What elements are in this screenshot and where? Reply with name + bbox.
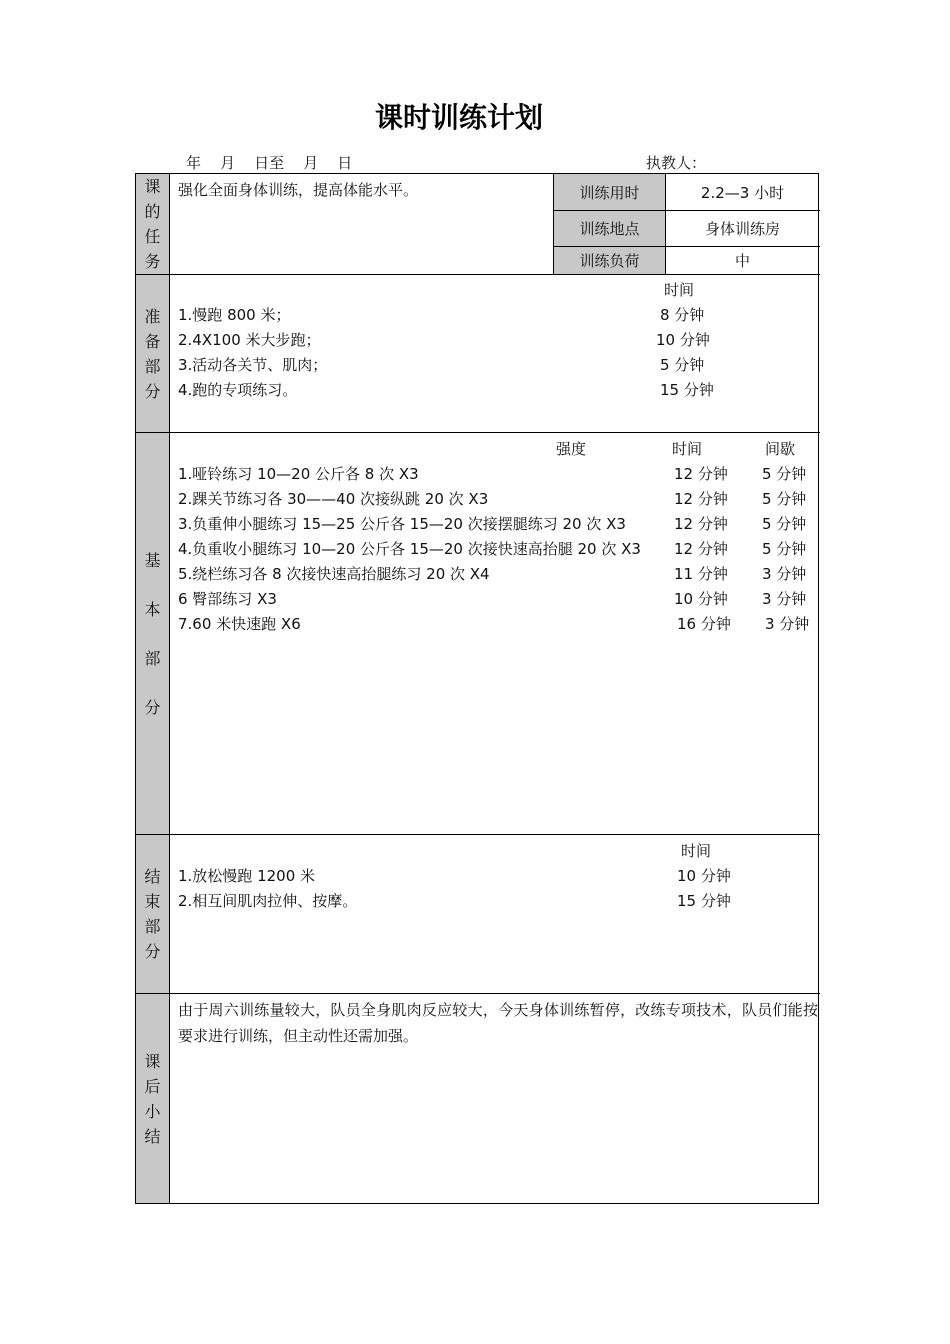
basic-item-rest: 5 分钟 [762, 465, 807, 483]
prep-item-time: 10 分钟 [656, 331, 710, 349]
divider [135, 274, 820, 275]
prep-item-time: 15 分钟 [660, 381, 714, 399]
end-item-time: 15 分钟 [677, 892, 731, 910]
prep-item: 4.跑的专项练习。 [178, 381, 298, 399]
basic-item: 2.踝关节练习各 30——40 次接纵跳 20 次 X3 [178, 490, 489, 508]
basic-item: 4.负重收小腿练习 10—20 公斤各 15—20 次接快速高抬腿 20 次 X3 [178, 540, 641, 558]
divider [135, 993, 820, 994]
teacher-label: 执教人： [646, 154, 707, 172]
basic-item-rest: 5 分钟 [762, 515, 807, 533]
basic-rest-header: 间歇 [765, 440, 796, 458]
end-item: 2.相互间肌肉拉伸、按摩。 [178, 892, 358, 910]
basic-item-time: 12 分钟 [674, 490, 728, 508]
basic-item-rest: 5 分钟 [762, 490, 807, 508]
divider [553, 210, 820, 211]
divider [169, 173, 170, 1204]
summary-content: 由于周六训练量较大，队员全身肌肉反应较大，今天身体训练暂停，改练专项技术，队员们能按要求进行训练，但主动性还需加强。 [178, 1001, 818, 1045]
divider [553, 246, 820, 247]
duration-label: 训练用时 [554, 174, 665, 210]
end-time-header: 时间 [681, 842, 712, 860]
end-item-time: 10 分钟 [677, 867, 731, 885]
prep-item-time: 8 分钟 [660, 306, 705, 324]
divider [665, 173, 666, 274]
duration-value: 2.2—3 小时 [700, 183, 785, 202]
location-value: 身体训练房 [704, 220, 780, 238]
basic-item-rest: 5 分钟 [762, 540, 807, 558]
basic-item-time: 11 分钟 [674, 565, 728, 583]
basic-item: 5.绕栏练习各 8 次接快速高抬腿练习 20 次 X4 [178, 565, 490, 583]
basic-item-time: 12 分钟 [674, 515, 728, 533]
divider [553, 173, 554, 274]
load-label: 训练负荷 [554, 247, 665, 274]
basic-item-time: 12 分钟 [674, 540, 728, 558]
basic-item-time: 16 分钟 [677, 615, 731, 633]
date-line: 年 月 日至 月 日 [186, 154, 353, 172]
prep-item-time: 5 分钟 [660, 356, 705, 374]
prep-time-header: 时间 [664, 281, 695, 299]
plan-table [135, 173, 819, 1204]
divider [135, 834, 820, 835]
prep-side-label: 准 备 部 分 [136, 275, 169, 432]
end-item: 1.放松慢跑 1200 米 [178, 867, 316, 885]
prep-item: 2.4X100 米大步跑； [178, 331, 321, 349]
basic-intensity-header: 强度 [556, 440, 587, 458]
task-side-label: 课 的 任 务 [136, 174, 169, 274]
page-title: 课时训练计划 [374, 101, 543, 134]
end-side-label: 结 束 部 分 [136, 835, 169, 993]
basic-item-rest: 3 分钟 [765, 615, 810, 633]
prep-item: 3.活动各关节、肌肉； [178, 356, 328, 374]
basic-item: 6 臀部练习 X3 [178, 590, 277, 608]
prep-item: 1.慢跑 800 米； [178, 306, 291, 324]
basic-item: 3.负重伸小腿练习 15—25 公斤各 15—20 次接摆腿练习 20 次 X3 [178, 515, 626, 533]
basic-item-time: 12 分钟 [674, 465, 728, 483]
basic-time-header: 时间 [672, 440, 703, 458]
divider [135, 432, 820, 433]
task-content: 强化全面身体训练，提高体能水平。 [178, 181, 419, 199]
basic-item-rest: 3 分钟 [762, 590, 807, 608]
summary-side-label: 课 后 小 结 [136, 994, 169, 1203]
basic-item: 1.哑铃练习 10—20 公斤各 8 次 X3 [178, 465, 419, 483]
basic-item: 7.60 米快速跑 X6 [178, 615, 301, 633]
basic-item-time: 10 分钟 [674, 590, 728, 608]
basic-side-label: 基 本 部 分 [136, 433, 169, 834]
load-value: 中 [734, 252, 750, 270]
location-label: 训练地点 [554, 211, 665, 246]
basic-item-rest: 3 分钟 [762, 565, 807, 583]
